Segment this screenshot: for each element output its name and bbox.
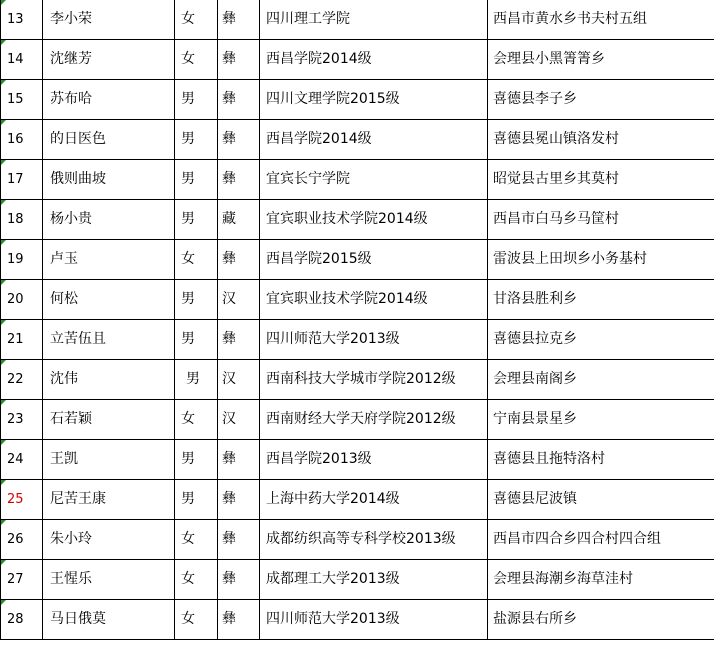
school-cell[interactable]: 西昌学院2014级: [260, 120, 488, 160]
address-cell[interactable]: 喜德县李子乡: [488, 80, 714, 120]
table-row: [1, 200, 714, 240]
name-cell[interactable]: 卢玉: [43, 240, 175, 280]
address-cell[interactable]: 西昌市四合乡四合村四合组: [488, 520, 714, 560]
gender-cell[interactable]: 男: [175, 280, 218, 320]
name-cell[interactable]: 苏布哈: [43, 80, 175, 120]
row-number-cell[interactable]: 20: [1, 280, 43, 320]
row-number-cell[interactable]: 14: [1, 40, 43, 80]
school-cell[interactable]: 四川理工学院: [260, 0, 488, 40]
school-cell[interactable]: 宜宾职业技术学院2014级: [260, 200, 488, 240]
table-row: [1, 80, 714, 120]
row-number-cell[interactable]: 18: [1, 200, 43, 240]
gender-cell[interactable]: 男: [175, 200, 218, 240]
row-number-cell[interactable]: 22: [1, 360, 43, 400]
address-cell[interactable]: 喜德县拉克乡: [488, 320, 714, 360]
row-number-cell[interactable]: 24: [1, 440, 43, 480]
school-cell[interactable]: 上海中药大学2014级: [260, 480, 488, 520]
row-number-cell[interactable]: 28: [1, 600, 43, 640]
school-cell[interactable]: 宜宾职业技术学院2014级: [260, 280, 488, 320]
ethnicity-cell[interactable]: 彝: [218, 320, 260, 360]
name-cell[interactable]: 何松: [43, 280, 175, 320]
school-cell[interactable]: 西南财经大学天府学院2012级: [260, 400, 488, 440]
address-cell[interactable]: 雷波县上田坝乡小务基村: [488, 240, 714, 280]
ethnicity-cell[interactable]: 彝: [218, 0, 260, 40]
gender-cell[interactable]: 男: [175, 120, 218, 160]
ethnicity-cell[interactable]: 藏: [218, 200, 260, 240]
address-cell[interactable]: 甘洛县胜利乡: [488, 280, 714, 320]
school-cell[interactable]: 西昌学院2014级: [260, 40, 488, 80]
ethnicity-cell[interactable]: 汉: [218, 360, 260, 400]
ethnicity-cell[interactable]: 彝: [218, 40, 260, 80]
row-number-cell[interactable]: 19: [1, 240, 43, 280]
row-number-cell[interactable]: 16: [1, 120, 43, 160]
table-row: [1, 520, 714, 560]
ethnicity-cell[interactable]: 彝: [218, 240, 260, 280]
table-body: [1, 0, 714, 640]
name-cell[interactable]: 的日医色: [43, 120, 175, 160]
table-row: [1, 440, 714, 480]
table-row: [1, 480, 714, 520]
gender-cell[interactable]: 男: [175, 360, 218, 400]
school-cell[interactable]: 西昌学院2013级: [260, 440, 488, 480]
gender-cell[interactable]: 男: [175, 80, 218, 120]
ethnicity-cell[interactable]: 彝: [218, 560, 260, 600]
gender-cell[interactable]: 男: [175, 320, 218, 360]
ethnicity-cell[interactable]: 彝: [218, 120, 260, 160]
table-row: [1, 600, 714, 640]
row-number-cell[interactable]: 25: [1, 480, 43, 520]
school-cell[interactable]: 宜宾长宁学院: [260, 160, 488, 200]
ethnicity-cell[interactable]: 彝: [218, 440, 260, 480]
gender-cell[interactable]: 女: [175, 400, 218, 440]
address-cell[interactable]: 昭觉县古里乡其莫村: [488, 160, 714, 200]
table-row: [1, 360, 714, 400]
table-row: [1, 120, 714, 160]
row-number-cell[interactable]: 17: [1, 160, 43, 200]
name-cell[interactable]: 马日俄莫: [43, 600, 175, 640]
name-cell[interactable]: 立苦伍且: [43, 320, 175, 360]
gender-cell[interactable]: 男: [175, 160, 218, 200]
address-cell[interactable]: 会理县小黑箐箐乡: [488, 40, 714, 80]
ethnicity-cell[interactable]: 汉: [218, 400, 260, 440]
row-number-cell[interactable]: 15: [1, 80, 43, 120]
ethnicity-cell[interactable]: 彝: [218, 80, 260, 120]
name-cell[interactable]: 杨小贵: [43, 200, 175, 240]
name-cell[interactable]: 俄则曲坡: [43, 160, 175, 200]
table-row: [1, 160, 714, 200]
name-cell[interactable]: 王凯: [43, 440, 175, 480]
address-cell[interactable]: 喜德县且拖特洛村: [488, 440, 714, 480]
name-cell[interactable]: 李小荣: [43, 0, 175, 40]
name-cell[interactable]: 沈继芳: [43, 40, 175, 80]
row-number-cell[interactable]: 23: [1, 400, 43, 440]
name-cell[interactable]: 沈伟: [43, 360, 175, 400]
address-cell[interactable]: 西昌市黄水乡书夫村五组: [488, 0, 714, 40]
gender-cell[interactable]: 男: [175, 440, 218, 480]
name-cell[interactable]: 王惺乐: [43, 560, 175, 600]
ethnicity-cell[interactable]: 彝: [218, 520, 260, 560]
school-cell[interactable]: 四川文理学院2015级: [260, 80, 488, 120]
school-cell[interactable]: 西南科技大学城市学院2012级: [260, 360, 488, 400]
school-cell[interactable]: 西昌学院2015级: [260, 240, 488, 280]
name-cell[interactable]: 朱小玲: [43, 520, 175, 560]
table-row: [1, 0, 714, 40]
address-cell[interactable]: 宁南县景星乡: [488, 400, 714, 440]
address-cell[interactable]: 喜德县尼波镇: [488, 480, 714, 520]
gender-cell[interactable]: 女: [175, 560, 218, 600]
row-number-cell[interactable]: 21: [1, 320, 43, 360]
school-cell[interactable]: 成都纺织高等专科学校2013级: [260, 520, 488, 560]
address-cell[interactable]: 盐源县右所乡: [488, 600, 714, 640]
gender-cell[interactable]: 男: [175, 480, 218, 520]
ethnicity-cell[interactable]: 彝: [218, 480, 260, 520]
school-cell[interactable]: 四川师范大学2013级: [260, 600, 488, 640]
table-row: [1, 320, 714, 360]
gender-cell[interactable]: 女: [175, 40, 218, 80]
ethnicity-cell[interactable]: 汉: [218, 280, 260, 320]
ethnicity-cell[interactable]: 彝: [218, 600, 260, 640]
gender-cell[interactable]: 女: [175, 0, 218, 40]
row-number-cell[interactable]: 27: [1, 560, 43, 600]
table-row: [1, 400, 714, 440]
row-number-cell[interactable]: 13: [1, 0, 43, 40]
table-row: [1, 560, 714, 600]
ethnicity-cell[interactable]: 彝: [218, 160, 260, 200]
address-cell[interactable]: 会理县海潮乡海草洼村: [488, 560, 714, 600]
address-cell[interactable]: 喜德县冕山镇洛发村: [488, 120, 714, 160]
table-row: [1, 280, 714, 320]
row-number-cell[interactable]: 26: [1, 520, 43, 560]
address-cell[interactable]: 西昌市白马乡马筐村: [488, 200, 714, 240]
gender-cell[interactable]: 女: [175, 240, 218, 280]
address-cell[interactable]: 会理县南阁乡: [488, 360, 714, 400]
table-row: [1, 240, 714, 280]
gender-cell[interactable]: 女: [175, 520, 218, 560]
school-cell[interactable]: 成都理工大学2013级: [260, 560, 488, 600]
name-cell[interactable]: 尼苦王康: [43, 480, 175, 520]
table-row: [1, 40, 714, 80]
name-cell[interactable]: 石若颖: [43, 400, 175, 440]
school-cell[interactable]: 四川师范大学2013级: [260, 320, 488, 360]
gender-cell[interactable]: 女: [175, 600, 218, 640]
